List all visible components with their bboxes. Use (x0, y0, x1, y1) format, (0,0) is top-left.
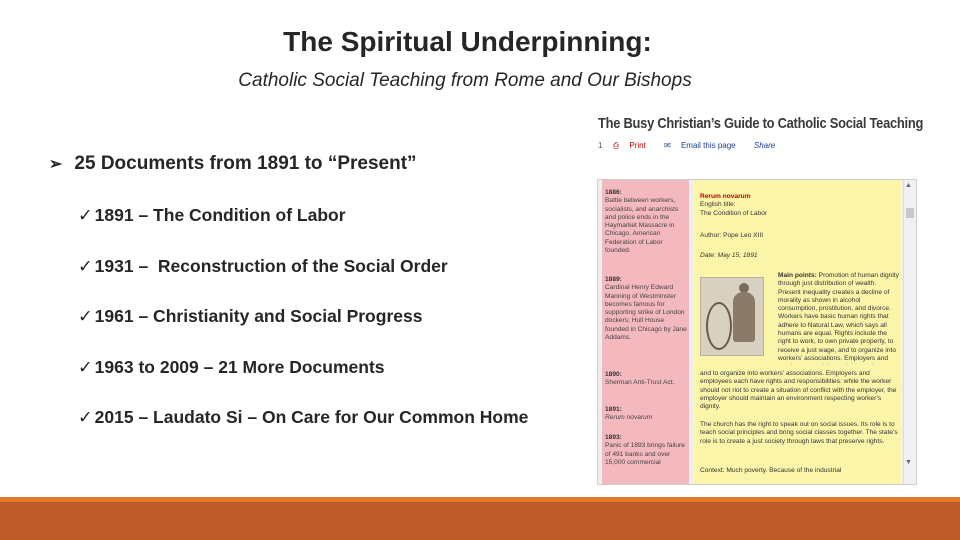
footer-bar (0, 502, 960, 540)
timeline-entry: 1890: Sherman Anti-Trust Act. (605, 371, 675, 387)
timeline-entry: 1891: Rerum novarum (605, 406, 653, 422)
document-author: Author: Pope Leo XIII (700, 232, 764, 239)
timeline-entry: 1889: Cardinal Henry Edward Manning of Westminster becomes famous for supporting strike of London dockers; Hull House founded in Chicago by Jane Addams. (605, 276, 687, 342)
checkmark-icon: ✓ (78, 205, 93, 225)
document-header (700, 193, 767, 218)
timeline-entry: 1893: Panic of 1893 brings failure of 491 banks and over 15,000 commercial (605, 434, 685, 466)
church-role-text: The church has the right to speak out on social issues. Its role is to teach social principles and bring social classes together. The state’s role is to create a just society through laws that preserve rights. (700, 421, 898, 445)
print-icon: ⎙ (612, 141, 622, 150)
list-item (78, 256, 448, 277)
english-title-label: English title: (700, 201, 736, 209)
screenshot-toolbar (598, 141, 783, 151)
document-date: Date: May 15, 1891 (700, 252, 758, 259)
print-link[interactable]: ⎙ Print (612, 141, 646, 150)
timeline-entry: 1886: Battle between workers, socialists, and anarchists and police ends in the Haymarket Massacre in Chicago. American Federation of Labor founded. (605, 189, 679, 255)
list-item-text: 1931 – Reconstruction of the Social Order (94, 256, 448, 276)
scroll-thumb[interactable] (906, 208, 914, 218)
slide-subtitle: Catholic Social Teaching from Rome and Our Bishops (238, 70, 692, 91)
list-item-text: 1961 – Christianity and Social Progress (94, 306, 423, 326)
checkmark-icon: ✓ (78, 256, 93, 276)
embedded-webpage-screenshot (597, 179, 917, 485)
document-name: Rerum novarum (700, 193, 751, 200)
list-item (78, 357, 385, 378)
email-icon: ✉ (664, 141, 673, 150)
main-bullet-text: 25 Documents from 1891 to “Present” (74, 153, 417, 174)
email-link[interactable]: ✉ Email this page (664, 141, 736, 150)
list-item-text: 1963 to 2009 – 21 More Documents (94, 357, 385, 377)
slide-title: The Spiritual Underpinning: (283, 26, 652, 57)
main-points-continued: and to organize into workers’ associations. Employers and employees each have rights and responsibilities: while the worker should not riot to create a situation of conflict with the employer, the employer should maintain an environment respecting worker’s dignity. (700, 370, 897, 410)
main-points-text: Main points: Promotion of human dignity through just distribution of wealth. Present inequality creates a decline of morality as shown in alcohol consumption, prostitution, and divorce. Workers have basic human rights that adhere to Natural Law, which says all humans are equal. Rights include the right to work, to own private property, to receive a just wage, and to organize into workers’ associations. Employers and (778, 272, 899, 362)
checkmark-icon: ✓ (78, 357, 93, 377)
list-item (78, 306, 422, 327)
list-item-text: 2015 – Laudato Si – On Care for Our Common Home (94, 407, 529, 427)
main-bullet (49, 153, 417, 175)
list-item (78, 407, 528, 428)
arrow-bullet-icon: ➢ (49, 156, 63, 173)
context-text: Context: Much poverty. Because of the industrial (700, 467, 842, 474)
scroll-up-icon[interactable]: ▲ (905, 182, 912, 189)
scrollbar[interactable] (903, 180, 916, 484)
spinning-wheel-engraving (700, 277, 764, 356)
share-link[interactable]: Share (753, 141, 776, 150)
scroll-down-icon[interactable]: ▼ (905, 459, 912, 466)
screenshot-title: The Busy Christian’s Guide to Catholic Social Teaching (598, 115, 924, 132)
list-item (78, 205, 346, 226)
english-title: The Condition of Labor (700, 209, 768, 217)
list-item-text: 1891 – The Condition of Labor (94, 205, 346, 225)
checkmark-icon: ✓ (78, 306, 93, 326)
checkmark-icon: ✓ (78, 407, 93, 427)
comments-count: 1 (598, 141, 603, 150)
